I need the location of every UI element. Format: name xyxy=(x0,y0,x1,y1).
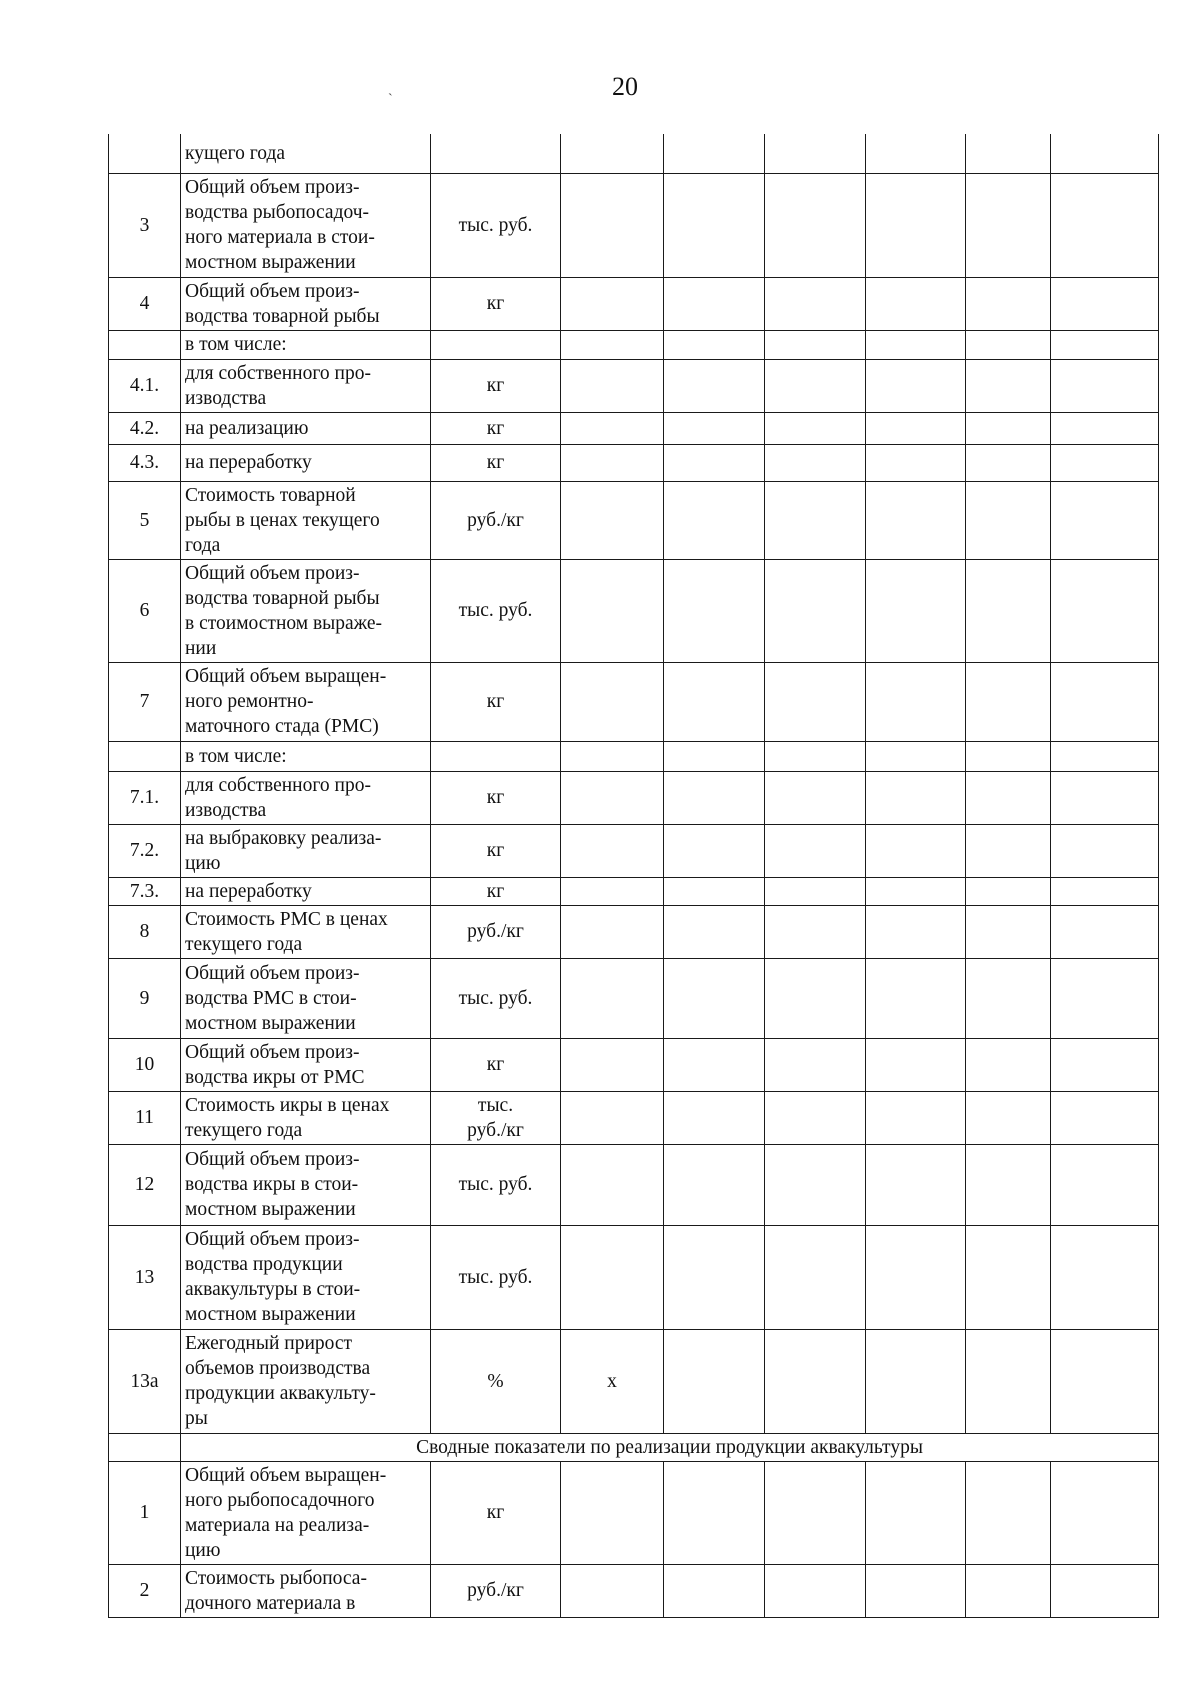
value-cell xyxy=(561,481,664,559)
value-cell xyxy=(1051,662,1159,741)
unit-cell xyxy=(431,134,561,173)
value-cell xyxy=(866,330,966,359)
value-cell xyxy=(1051,444,1159,481)
value-cell xyxy=(765,1225,866,1329)
table-row xyxy=(109,559,1159,662)
value-cell xyxy=(966,824,1051,877)
value-cell xyxy=(966,134,1051,173)
row-number-cell: 12 xyxy=(109,1144,181,1225)
unit-cell: кг xyxy=(431,771,561,824)
value-cell xyxy=(765,1144,866,1225)
indicator-name-cell: Общий объем произ- водства товарной рыбы xyxy=(181,277,431,330)
value-cell xyxy=(1051,1564,1159,1617)
table-row xyxy=(109,134,1159,173)
value-cell xyxy=(1051,877,1159,905)
value-cell xyxy=(866,958,966,1038)
value-cell xyxy=(765,559,866,662)
data-table xyxy=(108,134,1159,1618)
value-cell xyxy=(561,877,664,905)
value-cell xyxy=(866,359,966,412)
value-cell xyxy=(765,905,866,958)
table-row xyxy=(109,1038,1159,1091)
value-cell xyxy=(765,444,866,481)
unit-cell: кг xyxy=(431,444,561,481)
row-number-cell: 11 xyxy=(109,1091,181,1144)
table-row xyxy=(109,741,1159,771)
table-row xyxy=(109,877,1159,905)
value-cell xyxy=(561,1091,664,1144)
value-cell xyxy=(966,559,1051,662)
unit-cell: кг xyxy=(431,277,561,330)
unit-cell: кг xyxy=(431,359,561,412)
unit-cell: кг xyxy=(431,412,561,444)
value-cell xyxy=(765,1461,866,1564)
value-cell xyxy=(664,662,765,741)
table-row xyxy=(109,958,1159,1038)
value-cell xyxy=(664,1564,765,1617)
value-cell xyxy=(866,1329,966,1433)
indicator-name-cell: Общий объем произ- водства рыбопосадоч- ного материала в стои- мостном выражении xyxy=(181,173,431,277)
value-cell xyxy=(966,412,1051,444)
section-title: Сводные показатели по реализации продукции аквакультуры xyxy=(181,1433,1159,1461)
unit-cell: кг xyxy=(431,877,561,905)
value-cell xyxy=(866,771,966,824)
value-cell xyxy=(561,277,664,330)
indicator-name-cell: Стоимость товарной рыбы в ценах текущего года xyxy=(181,481,431,559)
row-number-cell: 2 xyxy=(109,1564,181,1617)
table-row xyxy=(109,412,1159,444)
value-cell xyxy=(866,1225,966,1329)
value-cell xyxy=(765,173,866,277)
row-number-cell: 7.1. xyxy=(109,771,181,824)
value-cell: х xyxy=(561,1329,664,1433)
value-cell xyxy=(664,134,765,173)
value-cell xyxy=(561,134,664,173)
value-cell xyxy=(1051,134,1159,173)
row-number-cell: 4.1. xyxy=(109,359,181,412)
value-cell xyxy=(1051,771,1159,824)
value-cell xyxy=(866,1144,966,1225)
unit-cell: тыс. руб./кг xyxy=(431,1091,561,1144)
indicator-name-cell: Стоимость рыбопоса- дочного материала в xyxy=(181,1564,431,1617)
value-cell xyxy=(561,1564,664,1617)
value-cell xyxy=(1051,1038,1159,1091)
value-cell xyxy=(561,662,664,741)
value-cell xyxy=(866,1461,966,1564)
value-cell xyxy=(966,1091,1051,1144)
table-row xyxy=(109,771,1159,824)
value-cell xyxy=(664,1038,765,1091)
value-cell xyxy=(561,1038,664,1091)
indicator-name-cell: Общий объем произ- водства икры от РМС xyxy=(181,1038,431,1091)
value-cell xyxy=(664,1144,765,1225)
value-cell xyxy=(866,277,966,330)
value-cell xyxy=(664,1225,765,1329)
row-number-cell xyxy=(109,134,181,173)
unit-cell: руб./кг xyxy=(431,905,561,958)
value-cell xyxy=(765,741,866,771)
value-cell xyxy=(966,444,1051,481)
indicator-name-cell: Ежегодный прирост объемов производства продукции аквакульту- ры xyxy=(181,1329,431,1433)
value-cell xyxy=(664,359,765,412)
row-number-cell xyxy=(109,1433,181,1461)
value-cell xyxy=(966,481,1051,559)
row-number-cell: 5 xyxy=(109,481,181,559)
unit-cell: руб./кг xyxy=(431,1564,561,1617)
indicator-name-cell: Стоимость икры в ценах текущего года xyxy=(181,1091,431,1144)
row-number-cell: 3 xyxy=(109,173,181,277)
value-cell xyxy=(866,1091,966,1144)
table-row xyxy=(109,444,1159,481)
indicator-name-cell: для собственного про- изводства xyxy=(181,771,431,824)
value-cell xyxy=(966,905,1051,958)
value-cell xyxy=(765,877,866,905)
value-cell xyxy=(664,277,765,330)
value-cell xyxy=(561,444,664,481)
value-cell xyxy=(966,741,1051,771)
unit-cell: тыс. руб. xyxy=(431,559,561,662)
table-row xyxy=(109,481,1159,559)
value-cell xyxy=(866,905,966,958)
value-cell xyxy=(765,1091,866,1144)
row-number-cell: 4.2. xyxy=(109,412,181,444)
value-cell xyxy=(866,134,966,173)
indicator-name-cell: на переработку xyxy=(181,877,431,905)
row-number-cell: 9 xyxy=(109,958,181,1038)
section-header-row xyxy=(109,1433,1159,1461)
row-number-cell: 8 xyxy=(109,905,181,958)
unit-cell: кг xyxy=(431,824,561,877)
value-cell xyxy=(664,559,765,662)
indicator-name-cell: в том числе: xyxy=(181,741,431,771)
value-cell xyxy=(765,330,866,359)
table-row xyxy=(109,277,1159,330)
value-cell xyxy=(765,359,866,412)
indicator-name-cell: на переработку xyxy=(181,444,431,481)
value-cell xyxy=(966,277,1051,330)
row-number-cell xyxy=(109,330,181,359)
value-cell xyxy=(966,877,1051,905)
value-cell xyxy=(765,134,866,173)
value-cell xyxy=(664,1091,765,1144)
indicator-name-cell: кущего года xyxy=(181,134,431,173)
value-cell xyxy=(561,905,664,958)
value-cell xyxy=(866,173,966,277)
value-cell xyxy=(866,824,966,877)
value-cell xyxy=(561,173,664,277)
value-cell xyxy=(1051,958,1159,1038)
value-cell xyxy=(1051,412,1159,444)
unit-cell: тыс. руб. xyxy=(431,958,561,1038)
value-cell xyxy=(966,359,1051,412)
value-cell xyxy=(664,905,765,958)
value-cell xyxy=(561,771,664,824)
value-cell xyxy=(664,771,765,824)
table-row xyxy=(109,824,1159,877)
value-cell xyxy=(1051,559,1159,662)
indicator-name-cell: Общий объем выращен- ного рыбопосадочного материала на реализа- цию xyxy=(181,1461,431,1564)
row-number-cell: 7.3. xyxy=(109,877,181,905)
value-cell xyxy=(1051,1225,1159,1329)
table-row xyxy=(109,662,1159,741)
value-cell xyxy=(664,1329,765,1433)
indicator-name-cell: на реализацию xyxy=(181,412,431,444)
value-cell xyxy=(561,958,664,1038)
value-cell xyxy=(966,173,1051,277)
value-cell xyxy=(561,359,664,412)
value-cell xyxy=(664,958,765,1038)
indicator-name-cell: на выбраковку реализа- цию xyxy=(181,824,431,877)
value-cell xyxy=(1051,330,1159,359)
value-cell xyxy=(1051,824,1159,877)
value-cell xyxy=(765,1564,866,1617)
table-row xyxy=(109,1144,1159,1225)
value-cell xyxy=(765,824,866,877)
indicator-name-cell: Стоимость РМС в ценах текущего года xyxy=(181,905,431,958)
unit-cell: тыс. руб. xyxy=(431,1144,561,1225)
indicator-name-cell: в том числе: xyxy=(181,330,431,359)
indicator-name-cell: для собственного про- изводства xyxy=(181,359,431,412)
value-cell xyxy=(664,824,765,877)
value-cell xyxy=(866,1564,966,1617)
row-number-cell: 1 xyxy=(109,1461,181,1564)
value-cell xyxy=(1051,905,1159,958)
value-cell xyxy=(1051,1329,1159,1433)
value-cell xyxy=(664,481,765,559)
row-number-cell: 4 xyxy=(109,277,181,330)
value-cell xyxy=(561,330,664,359)
value-cell xyxy=(866,1038,966,1091)
value-cell xyxy=(966,1461,1051,1564)
value-cell xyxy=(1051,359,1159,412)
indicator-name-cell: Общий объем произ- водства продукции аквакультуры в стои- мостном выражении xyxy=(181,1225,431,1329)
value-cell xyxy=(765,1329,866,1433)
table-body xyxy=(109,134,1159,1617)
value-cell xyxy=(866,412,966,444)
unit-cell: % xyxy=(431,1329,561,1433)
value-cell xyxy=(1051,1144,1159,1225)
value-cell xyxy=(966,1038,1051,1091)
indicator-name-cell: Общий объем произ- водства икры в стои- мостном выражении xyxy=(181,1144,431,1225)
value-cell xyxy=(765,662,866,741)
value-cell xyxy=(561,412,664,444)
value-cell xyxy=(866,444,966,481)
row-number-cell: 10 xyxy=(109,1038,181,1091)
value-cell xyxy=(866,877,966,905)
unit-cell: кг xyxy=(431,662,561,741)
value-cell xyxy=(966,1144,1051,1225)
row-number-cell: 4.3. xyxy=(109,444,181,481)
value-cell xyxy=(664,173,765,277)
value-cell xyxy=(765,412,866,444)
value-cell xyxy=(1051,741,1159,771)
value-cell xyxy=(765,958,866,1038)
unit-cell: кг xyxy=(431,1461,561,1564)
row-number-cell: 13а xyxy=(109,1329,181,1433)
value-cell xyxy=(1051,1461,1159,1564)
table-row xyxy=(109,173,1159,277)
indicator-name-cell: Общий объем произ- водства РМС в стои- мостном выражении xyxy=(181,958,431,1038)
value-cell xyxy=(966,1564,1051,1617)
row-number-cell: 7.2. xyxy=(109,824,181,877)
unit-cell xyxy=(431,330,561,359)
value-cell xyxy=(866,559,966,662)
table-row xyxy=(109,1091,1159,1144)
row-number-cell: 7 xyxy=(109,662,181,741)
unit-cell: тыс. руб. xyxy=(431,173,561,277)
value-cell xyxy=(664,1461,765,1564)
page-number: 20 xyxy=(612,72,638,101)
table-row xyxy=(109,1461,1159,1564)
value-cell xyxy=(966,330,1051,359)
value-cell xyxy=(765,277,866,330)
unit-cell: тыс. руб. xyxy=(431,1225,561,1329)
indicator-name-cell: Общий объем выращен- ного ремонтно- маточного стада (РМС) xyxy=(181,662,431,741)
unit-cell: руб./кг xyxy=(431,481,561,559)
value-cell xyxy=(765,481,866,559)
value-cell xyxy=(1051,277,1159,330)
indicator-name-cell: Общий объем произ- водства товарной рыбы в стоимостном выраже- нии xyxy=(181,559,431,662)
value-cell xyxy=(664,444,765,481)
row-number-cell: 13 xyxy=(109,1225,181,1329)
value-cell xyxy=(765,1038,866,1091)
value-cell xyxy=(561,1461,664,1564)
value-cell xyxy=(561,1225,664,1329)
value-cell xyxy=(664,741,765,771)
table-row xyxy=(109,1225,1159,1329)
page-speck: ` xyxy=(388,92,393,107)
value-cell xyxy=(966,958,1051,1038)
table-row xyxy=(109,905,1159,958)
value-cell xyxy=(765,771,866,824)
table-row xyxy=(109,1329,1159,1433)
value-cell xyxy=(561,559,664,662)
unit-cell: кг xyxy=(431,1038,561,1091)
value-cell xyxy=(664,877,765,905)
value-cell xyxy=(866,662,966,741)
value-cell xyxy=(561,1144,664,1225)
value-cell xyxy=(966,662,1051,741)
table-row xyxy=(109,359,1159,412)
unit-cell xyxy=(431,741,561,771)
row-number-cell xyxy=(109,741,181,771)
value-cell xyxy=(866,481,966,559)
row-number-cell: 6 xyxy=(109,559,181,662)
value-cell xyxy=(561,741,664,771)
value-cell xyxy=(1051,481,1159,559)
value-cell xyxy=(1051,173,1159,277)
value-cell xyxy=(966,771,1051,824)
value-cell xyxy=(966,1329,1051,1433)
value-cell xyxy=(1051,1091,1159,1144)
value-cell xyxy=(866,741,966,771)
value-cell xyxy=(664,330,765,359)
value-cell xyxy=(561,824,664,877)
table-row xyxy=(109,1564,1159,1617)
table-row xyxy=(109,330,1159,359)
value-cell xyxy=(664,412,765,444)
value-cell xyxy=(966,1225,1051,1329)
